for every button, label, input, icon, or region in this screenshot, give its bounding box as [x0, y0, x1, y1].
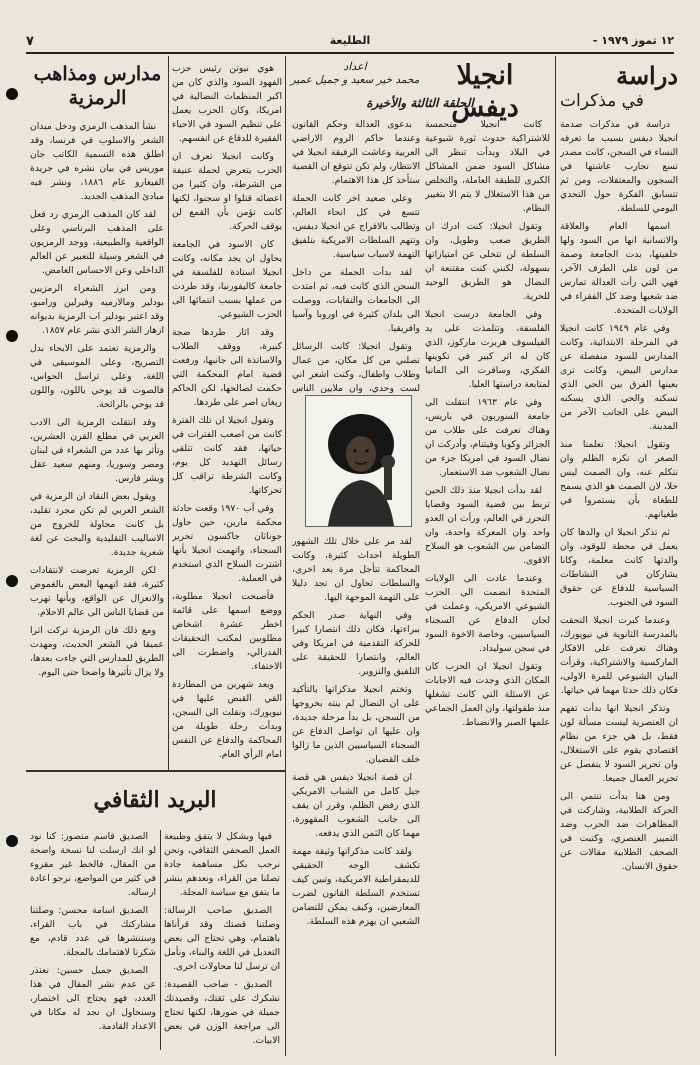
paragraph: الصديق - صاحب القصيدة: نشكرك على ثقتك، وقصيدتك جميلة في صورها، لكنها تحتاج الى مراجعة الوزن في بعض الابيات.	[164, 979, 280, 1046]
paragraph: وفي عام ١٩٤٩ كانت انجيلا في المرحلة الابتدائية، وكانت المدارس للسود منفصلة عن مدارس البيض، وكانت ترى بعينها الفرق بين الحي الذي تسكنه والحي الذي يسكنه البيض على الجانب الآخر من المدينة.	[560, 323, 678, 432]
paragraph: الصديق جميل حسين: نعتذر عن عدم نشر المقال في هذا العدد، فهو يحتاج الى اختصار، وسنحاول ان نجد له مكانا في الاعداد القادمة.	[30, 965, 156, 1032]
article-column-3-bottom	[292, 535, 420, 1050]
column-rule	[168, 56, 169, 771]
punch-hole-icon	[6, 88, 18, 100]
paragraph: ولقد كانت مذكراتها وثيقة مهمة تكشف الوجه الحقيقي للديمقراطية الامريكية، وتبين كيف تستخدم السلطة القانون لضرب المعارضين، وكيف يمكن للتضامن الشعبي ان يهزم هذه السلطة.	[292, 846, 420, 927]
paragraph: كانت انجيلا متحمسة للاشتراكية حدوث ثورة شيوعية في البلاد وبدأت تنظر الى مشاكل السود ضمن المشاكل الكبرى للطبقة العاملة، والتخلص من هذا الاستغلال لا يتم الا بتغيير النظام.	[425, 119, 550, 214]
paragraph: وتقول انجيلا ان تلك الفترة كانت من اصعب الفترات في حياتها، فقد كانت تتلقى رسائل التهديد كل يوم، وكانت الشرطة تراقب كل تحركاتها.	[172, 415, 282, 496]
madaris-column	[30, 120, 164, 760]
paragraph: فيها وبشكل لا يتفق وطبيعة العمل الصحفي الثقافي، ونحن نرحب بكل مساهمة جادة تصلنا من القراء، ونعدهم بنشر ما يتفق مع سياسة المجلة.	[164, 831, 280, 898]
paragraph: وعندما عادت الى الولايات المتحدة انضمت الى الحزب الشيوعي الامريكي، وعملت في لجان الدفاع عن السجناء السياسيين، وخاصة الاخوة السود في سجن سوليداد.	[425, 573, 550, 654]
article-column-1	[560, 118, 678, 1053]
column-rule	[555, 56, 556, 1056]
paragraph: نشأ المذهب الرمزي ودخل ميدان الشعر والاسلوب في فرنسا، وقد اطلق هذه التسمية الكاتب جان موريس في بيان نشره في جريدة الفيغارو عام ١٨٨٦، ونشر فيه مبادئ المذهب الجديد.	[30, 121, 164, 202]
paragraph: بدعوى العدالة وحكم القانون وعندما حاكم الروم الاراضي العربية وعاشت الرفيقة انجيلا في الانتظار، ولم تكن تتوقع ان القضية ستأخذ كل هذا الاهتمام.	[292, 119, 420, 186]
paragraph: لقد كان المذهب الرمزي رد فعل على المذهب البرناسي وعلى الواقعية والطبيعية، ووجد الرمزيون في الشعر وسيلة للتعبير عن العالم الداخلي وعن الاحساس الغامض.	[30, 209, 164, 276]
headline: انجيلا ديفس	[451, 60, 519, 123]
section-madaris-title: مدارس ومذاهب الرمزية	[33, 63, 162, 109]
paragraph: هوي نيوتن رئيس حزب الفهود السود والذي كان من اكبر المنظمات النضالية في امريكا، وكان الحزب يعمل على تنظيم السود في الاحياء الفقيرة للدفاع عن انفسهم.	[172, 63, 282, 144]
column-rule	[285, 56, 286, 1056]
punch-hole-icon	[6, 330, 18, 342]
byline-names: محمد خير سعيد و جميل عمير	[290, 74, 420, 86]
episode-subtitle: الحلقة الثالثة والأخيرة	[366, 96, 474, 110]
paragraph: والرمزية تعتمد على الايحاء بدل التصريح، وعلى الموسيقى في اللغة، وعلى تراسل الحواس، فالصوت قد يوحي باللون، واللون قد يوحي بالرائحة.	[30, 343, 164, 410]
paragraph: وفي الجامعة درست انجيلا الفلسفة، وتتلمذت على يد الفيلسوف هربرت ماركوز، الذي كان له اثر كبير في تكوينها الفكري، وسافرت الى المانيا لمتابعة دراستها العليا.	[425, 309, 550, 390]
paragraph: لقد بدأت الحملة من داخل السجن الذي كانت فيه، ثم امتدت الى الجامعات والنقابات، ووصلت الى بلدان كثيرة في اوروبا وآسيا وافريقيا.	[292, 267, 420, 334]
paragraph: ثم تذكر انجيلا ان والدها كان يعمل في محطة للوقود، وان والدتها كانت معلمة، وكانا يشاركان في النشاطات السياسية للدفاع عن حقوق السود في الجنوب.	[560, 527, 678, 608]
barid-column-right	[164, 830, 280, 1052]
paragraph: لكن الرمزية تعرضت لانتقادات كثيرة، فقد اتهمها البعض بالغموض والانعزال عن الواقع، وبأنها تهرب من قضايا الناس الى عالم الاحلام.	[30, 565, 164, 618]
paragraph: ومن هنا بدأت تنتمي الى الحركة الطلابية، وشاركت في المظاهرات ضد الحرب وضد التمييز العنصري، وكتبت في الصحف الطلابية مقالات عن حقوق الانسان.	[560, 791, 678, 872]
paragraph: وعندما كبرت انجيلا التحقت بالمدرسة الثانوية في نيويورك، وهناك تعرفت على الافكار الماركسية والاشتراكية، وقرأت البيان الشيوعي للمرة الاولى، فكان ذلك حدثا مهما في حياتها.	[560, 615, 678, 696]
paragraph: كان الاسود في الجامعة يحاول ان يجد مكانه، وكانت انجيلا استاذة للفلسفة في جامعة كاليفورنيا، وقد طردت من عملها بسبب انتمائها الى الحزب الشيوعي.	[172, 239, 282, 320]
page-header	[26, 32, 674, 54]
punch-hole-icon	[6, 575, 18, 587]
paragraph: ومع ذلك فان الرمزية تركت اثرا عميقا في الشعر الحديث، ومهدت الطريق للمدارس التي جاءت بعدها، ولا يزال تأثيرها واضحا حتى اليوم.	[30, 625, 164, 678]
paragraph: وتقول انجيلا: كانت الرسائل تصلني من كل مكان، من عمال وطلاب واطفال، وكنت اشعر اني لست وحدي، وان ملايين الناس	[292, 341, 420, 393]
series-line1: دراسة	[616, 61, 678, 90]
paragraph: ويقول بعض النقاد ان الرمزية في الشعر العربي لم تكن مجرد تقليد، بل كانت محاولة للخروج من الاساليب التقليدية والبحث عن لغة شعرية جديدة.	[30, 491, 164, 558]
portrait-icon	[306, 396, 411, 526]
section-rule	[26, 770, 286, 772]
angela-davis-photo	[305, 395, 412, 527]
paragraph: وبعد شهرين من المطاردة القي القبض عليها في نيويورك، ونقلت الى السجن، وبدأت رحلة طويلة من المحاكمة والدفاع عن النفس امام الرأي العام.	[172, 679, 282, 760]
paragraph: الصديق قاسم منصور: كنا نود لو انك ارسلت لنا نسخة واضحة من المقال، فالخط غير مقروء في كثير من المواضع، نرجو اعادة ارساله.	[30, 831, 156, 898]
paragraph: اسمها العام والعلاقة والانسانية انها من السود ولها خلفيتها، بدت الجامعة وصمة من لون على الطرف الآخر، فهي التي رأت العدالة تمارس ضد شعبها وضد كل الفقراء في الولايات المتحدة.	[560, 221, 678, 316]
byline-prefix: اعداد	[343, 60, 367, 73]
barid-column-left	[30, 830, 156, 1052]
paragraph: وقد انتقلت الرمزية الى الادب العربي في مطلع القرن العشرين، وتأثر بها عدد من الشعراء في لبنان ومصر وسوريا، ومنهم سعيد عقل وبشر فارس.	[30, 417, 164, 484]
paragraph: فأصبحت انجيلا مطلوبة، ووضع اسمها على قائمة اخطر عشرة اشخاص مطلوبين لمكتب التحقيقات الفدرالي، واضطرت الى الاختفاء.	[172, 591, 282, 672]
column-rule	[160, 830, 161, 1050]
paragraph: وفي النهاية صدر الحكم ببراءتها، فكان ذلك انتصارا كبيرا للحركة التقدمية في امريكا وفي العالم، وانتصارا للحقيقة على التلفيق والتزوير.	[292, 610, 420, 677]
paragraph: ان قصة انجيلا ديفس هي قصة جيل كامل من الشباب الامريكي الذي رفض الظلم، وقرر ان يقف الى جانب الشعوب المقهورة، مهما كان الثمن الذي يدفعه.	[292, 772, 420, 839]
series-line2: في مذكرات	[560, 91, 644, 111]
paragraph: وتقول انجيلا: تعلمنا منذ الصغر ان نكره الظلم وان نتكلم عنه، وان الصمت ليس حلا، لان الصمت هو الذي يسمح للطغاة بأن يستمروا في طغيانهم.	[560, 439, 678, 520]
paragraph: لقد مر على خلال تلك الشهور الطويلة احداث كثيرة، وكانت المحاكمة تتأجل مرة بعد اخرى، والسلطات تحاول ان تجد دليلا على التهمة الموجهة اليها.	[292, 536, 420, 603]
paragraph: وتختم انجيلا مذكراتها بالتأكيد على ان النضال لم ينته بخروجها من السجن، بل بدأ مرحلة جديدة، وان عليها ان تواصل الدفاع عن السجناء السياسيين الذين ما زالوا خلف القضبان.	[292, 684, 420, 765]
paragraph: دراسة في مذكرات صدمة انجيلا ديفس بسبب ما تعرفه النساء في السجن، كانت مصدر تسع تجارب عاشتها في السجون والمعتقلات، ومن ثم تتسابق الفكرة حول التحدي اليومي للسلطة.	[560, 119, 678, 214]
article-column-4	[172, 62, 282, 762]
paragraph: لقد بدأت انجيلا منذ ذلك الحين تربط بين قضية السود وقضايا التحرر في العالم، ورأت ان العدو واحد وان المعركة واحدة، وان التضامن بين الشعوب هو السلاح الاقوى.	[425, 485, 550, 566]
header-date: ١٢ تموز ١٩٧٩ -	[592, 34, 674, 47]
punch-hole-icon	[6, 835, 18, 847]
section-barid-title: البريد الثقافي	[93, 787, 217, 813]
paragraph: وعلى صعيد اخر كانت الحملة تتسع في كل انحاء العالم، وتطالب بالافراج عن انجيلا ديفس، وتتهم السلطات الامريكية بتلفيق التهمة لاسباب سياسية.	[292, 193, 420, 260]
byline	[290, 60, 420, 88]
paragraph: ومن ابرز الشعراء الرمزيين بودلير ومالارميه وفيرلين ورامبو، وقد اعتبر بودلير اب الرمزية بديوانه ازهار الشر الذي نشر عام ١٨٥٧.	[30, 283, 164, 336]
header-publication: الطليعة	[329, 34, 371, 47]
paragraph: وتقول انجيلا ان الحزب كان المكان الذي وجدت فيه الاجابات عن الاسئلة التي كانت تشغلها منذ طفولتها، وان العمل الجماعي علمها الصبر والانضباط.	[425, 661, 550, 728]
paragraph: وتذكر انجيلا انها بدأت تفهم ان العنصرية ليست مسألة لون فقط، بل هي جزء من نظام اقتصادي يقوم على الاستغلال، وان تحرير السود لا ينفصل عن تحرير العمال جميعا.	[560, 703, 678, 784]
page-number: ٧	[26, 34, 34, 49]
paragraph: وقد اثار طردها ضجة كبيرة، ووقف الطلاب والاساتذة الى جانبها، ورفعت قضية امام المحكمة التي حكمت لصالحها، لكن الحاكم ريغان اصر على طردها.	[172, 327, 282, 408]
article-column-2	[425, 118, 550, 1053]
series-title	[560, 62, 678, 112]
paragraph: الصديق صاحب الرسالة: وصلتنا قصتك وقد قرأناها باهتمام، وهي تحتاج الى بعض التعديل في اللغة والبناء، ونأمل ان ترسل لنا محاولات اخرى.	[164, 905, 280, 972]
paragraph: الصديق اسامة محسن: وصلتنا مشاركتك في باب القراء، وسننشرها في عدد قادم، مع شكرنا لاهتمامك بالمجلة.	[30, 905, 156, 958]
paragraph: وتقول انجيلا: كنت ادرك ان الطريق صعب وطويل، وان السلطة لن تتخلى عن امتيازاتها بسهولة، لكنني كنت مقتنعة ان النضال هو الطريق الوحيد للحرية.	[425, 221, 550, 302]
article-column-3-top	[292, 118, 420, 393]
paragraph: وفي عام ١٩٦٣ انتقلت الى جامعة السوربون في باريس، وهناك تعرفت على طلاب من الجزائر وكوبا وفيتنام، وأدركت ان نضال السود في امريكا جزء من نضال الشعوب ضد الاستعمار.	[425, 397, 550, 478]
paragraph: وكانت انجيلا تعرف ان الحزب يتعرض لحملة عنيفة من الشرطة، وان كثيرا من اعضائه قتلوا او سجنوا، لكنها كانت تؤمن بأن القمع لن يوقف الحركة.	[172, 151, 282, 232]
paragraph: وفي آب ١٩٧٠ وقعت حادثة محكمة مارين، حين حاول جوناثان جاكسون تحرير السجناء، واتهمت انجيلا بأنها اشترت السلاح الذي استخدم في العملية.	[172, 503, 282, 584]
